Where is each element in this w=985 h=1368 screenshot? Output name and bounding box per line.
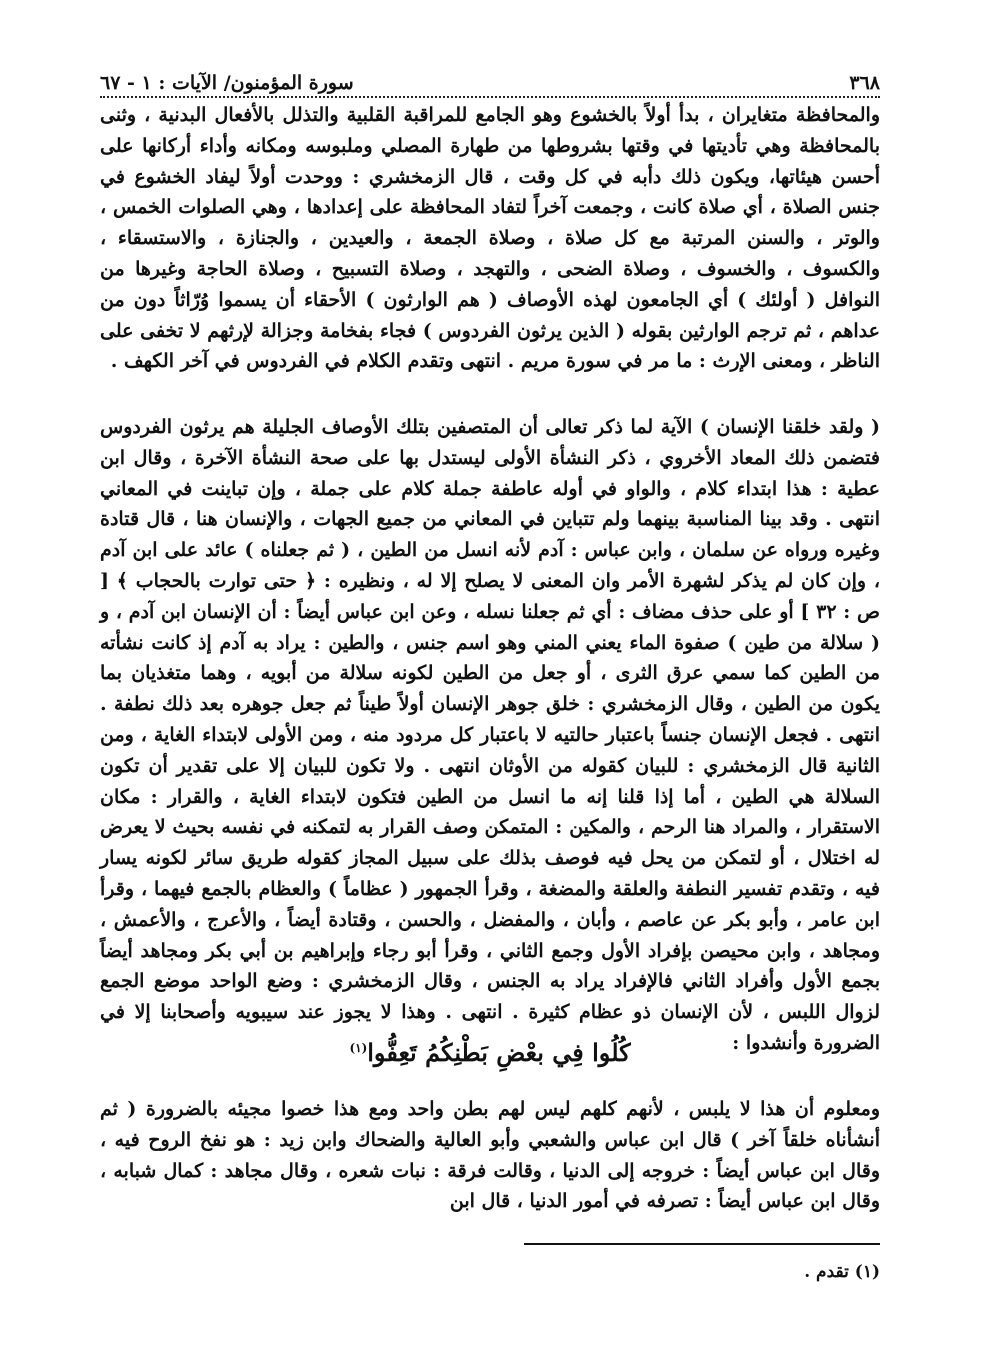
poetry-verse (100, 1038, 880, 1067)
paragraph-3: ومعلوم أن هذا لا يلبس ، لأنهم كلهم ليس لهم بطن واحد ومع هذا خصوا مجيئه بالضرورة ( ثم أنشأناه خلقاً آخر ) قال ابن عباس والشعبي وأبو العالية والضحاك وابن زيد : هو نفخ الروح فيه ، وقال ابن عباس أيضاً : خروجه إلى الدنيا ، وقالت فرقة : نبات شعره ، وقال مجاهد : كمال شبابه ، وقال ابن عباس أيضاً : تصرفه في أمور الدنيا ، قال ابن (100, 1098, 880, 1213)
paragraph-2: ( ولقد خلقنا الإنسان ) الآية لما ذكر تعالى أن المتصفين بتلك الأوصاف الجليلة هم يرثون الفردوس فتضمن ذلك المعاد الأخروي ، ذكر النشأة الأولى ليستدل بها على صحة النشأة الآخرة ، وقال ابن عطية : هذا ابتداء كلام ، والواو في أوله عاطفة جملة كلام على جملة ، وإن تباينت في المعاني انتهى . وقد بينا المناسبة بينهما ولم تتباين في المعاني من جميع الجهات ، والإنسان هنا ، قال قتادة وغيره ورواه عن سلمان ، وابن عباس : آدم لأنه انسل من الطين ، ( ثم جعلناه ) عائد على ابن آدم ، وإن كان لم يذكر لشهرة الأمر وان المعنى لا يصلح إلا له ، ونظيره : ﴿ حتى توارت بالحجاب ﴾ [ ص : ٣٢ ] أو على حذف مضاف : أي ثم جعلنا نسله ، وعن ابن عباس أيضاً : أن الإنسان ابن آدم ، و ( سلالة من طين ) صفوة الماء يعني المني وهو اسم جنس ، والطين : يراد به آدم إذ كانت نشأته من الطين كما سمي عرق الثرى ، أو جعل من الطين لكونه سلالة من أبويه ، وهما متغذيان بما يكون من الطين ، وقال الزمخشري : خلق جوهر الإنسان أولاً طيناً ثم جعل جوهره بعد ذلك نطفة . انتهى . فجعل الإنسان جنساً باعتبار حالتيه لا باعتبار كل مردود منه ، ومن الأولى لابتداء الغاية ، ومن الثانية قال الزمخشري : للبيان كقوله من الأوثان انتهى . ولا تكون للبيان إلا على تقدير أن تكون السلالة هي الطين ، أما إذا قلنا إنه ما انسل من الطين فتكون لابتداء الغاية ، والقرار : مكان الاستقرار ، والمراد هنا الرحم ، والمكين : المتمكن وصف القرار به لتمكنه في نفسه بحيث لا يعرض له اختلال ، أو لتمكن من يحل فيه فوصف بذلك على سبيل المجاز كقوله طريق سائر لكونه يسار فيه ، وتقدم تفسير النطفة والعلقة والمضغة ، وقرأ الجمهور ( عظاماً ) والعظام بالجمع فيهما ، وقرأ ابن عامر ، وأبو بكر عن عاصم ، وأبان ، والمفضل ، والحسن ، وقتادة أيضاً ، والأعرج ، والأعمش ، ومجاهد ، وابن محيصن بإفراد الأول وجمع الثاني ، وقرأ أبو رجاء وإبراهيم بن أبي بكر ومجاهد أيضاً بجمع الأول وأفراد الثاني فالإفراد يراد به الجنس ، وقال الزمخشري : وضع الواحد موضع الجمع لزوال اللبس ، لأن الإنسان ذو عظام كثيرة . انتهى . وهذا لا يجوز عند سيبويه وأصحابنا إلا في الضرورة وأنشدوا : (100, 416, 880, 1054)
footnote-marker: (١) (349, 1041, 368, 1055)
header-divider (100, 96, 880, 98)
page-number: ٣٦٨ (849, 72, 880, 94)
footnote: (١) تقدم . (804, 1262, 880, 1282)
paragraph-1: والمحافظة متغايران ، بدأ أولاً بالخشوع وهو الجامع للمراقبة القلبية والتذلل بالأفعال البدنية ، وثنى بالمحافظة وهي تأديتها في وقتها بشروطها من طهارة المصلي وملبوسه ومكانه وأداء أركانها على أحسن هيئاتها، ويكون ذلك دأبه في كل وقت ، قال الزمخشري : ووحدت أولاً ليفاد الخشوع في جنس الصلاة ، أي صلاة كانت ، وجمعت آخراً لتفاد المحافظة على إعدادها ، وهي الصلوات الخمس ، والوتر ، والسنن المرتبة مع كل صلاة ، وصلاة الجمعة ، والعيدين ، والجنازة ، والاستسقاء ، والكسوف ، والخسوف ، وصلاة الضحى ، والتهجد ، وصلاة التسبيح ، وصلاة الحاجة وغيرها من النوافل ( أولئك ) أي الجامعون لهذه الأوصاف ( هم الوارثون ) الأحقاء أن يسموا وُرّاثاً دون من عداهم ، ثم ترجم الوارثين بقوله ( الذين يرثون الفردوس ) فجاء بفخامة وجزالة لإرثهم لا تخفى على الناظر ، ومعنى الإرث : ما مر في سورة مريم . انتهى وتقدم الكلام في الفردوس في آخر الكهف . (100, 104, 880, 373)
running-header (100, 64, 880, 94)
footnote-divider (524, 1243, 880, 1245)
header-title: سورة المؤمنون/ الآيات : ١ - ٦٧ (100, 72, 354, 94)
verse-text: كُلُوا فِي بعْضِ بَطْنِكُمُ تَعِفُّوا (367, 1038, 631, 1067)
